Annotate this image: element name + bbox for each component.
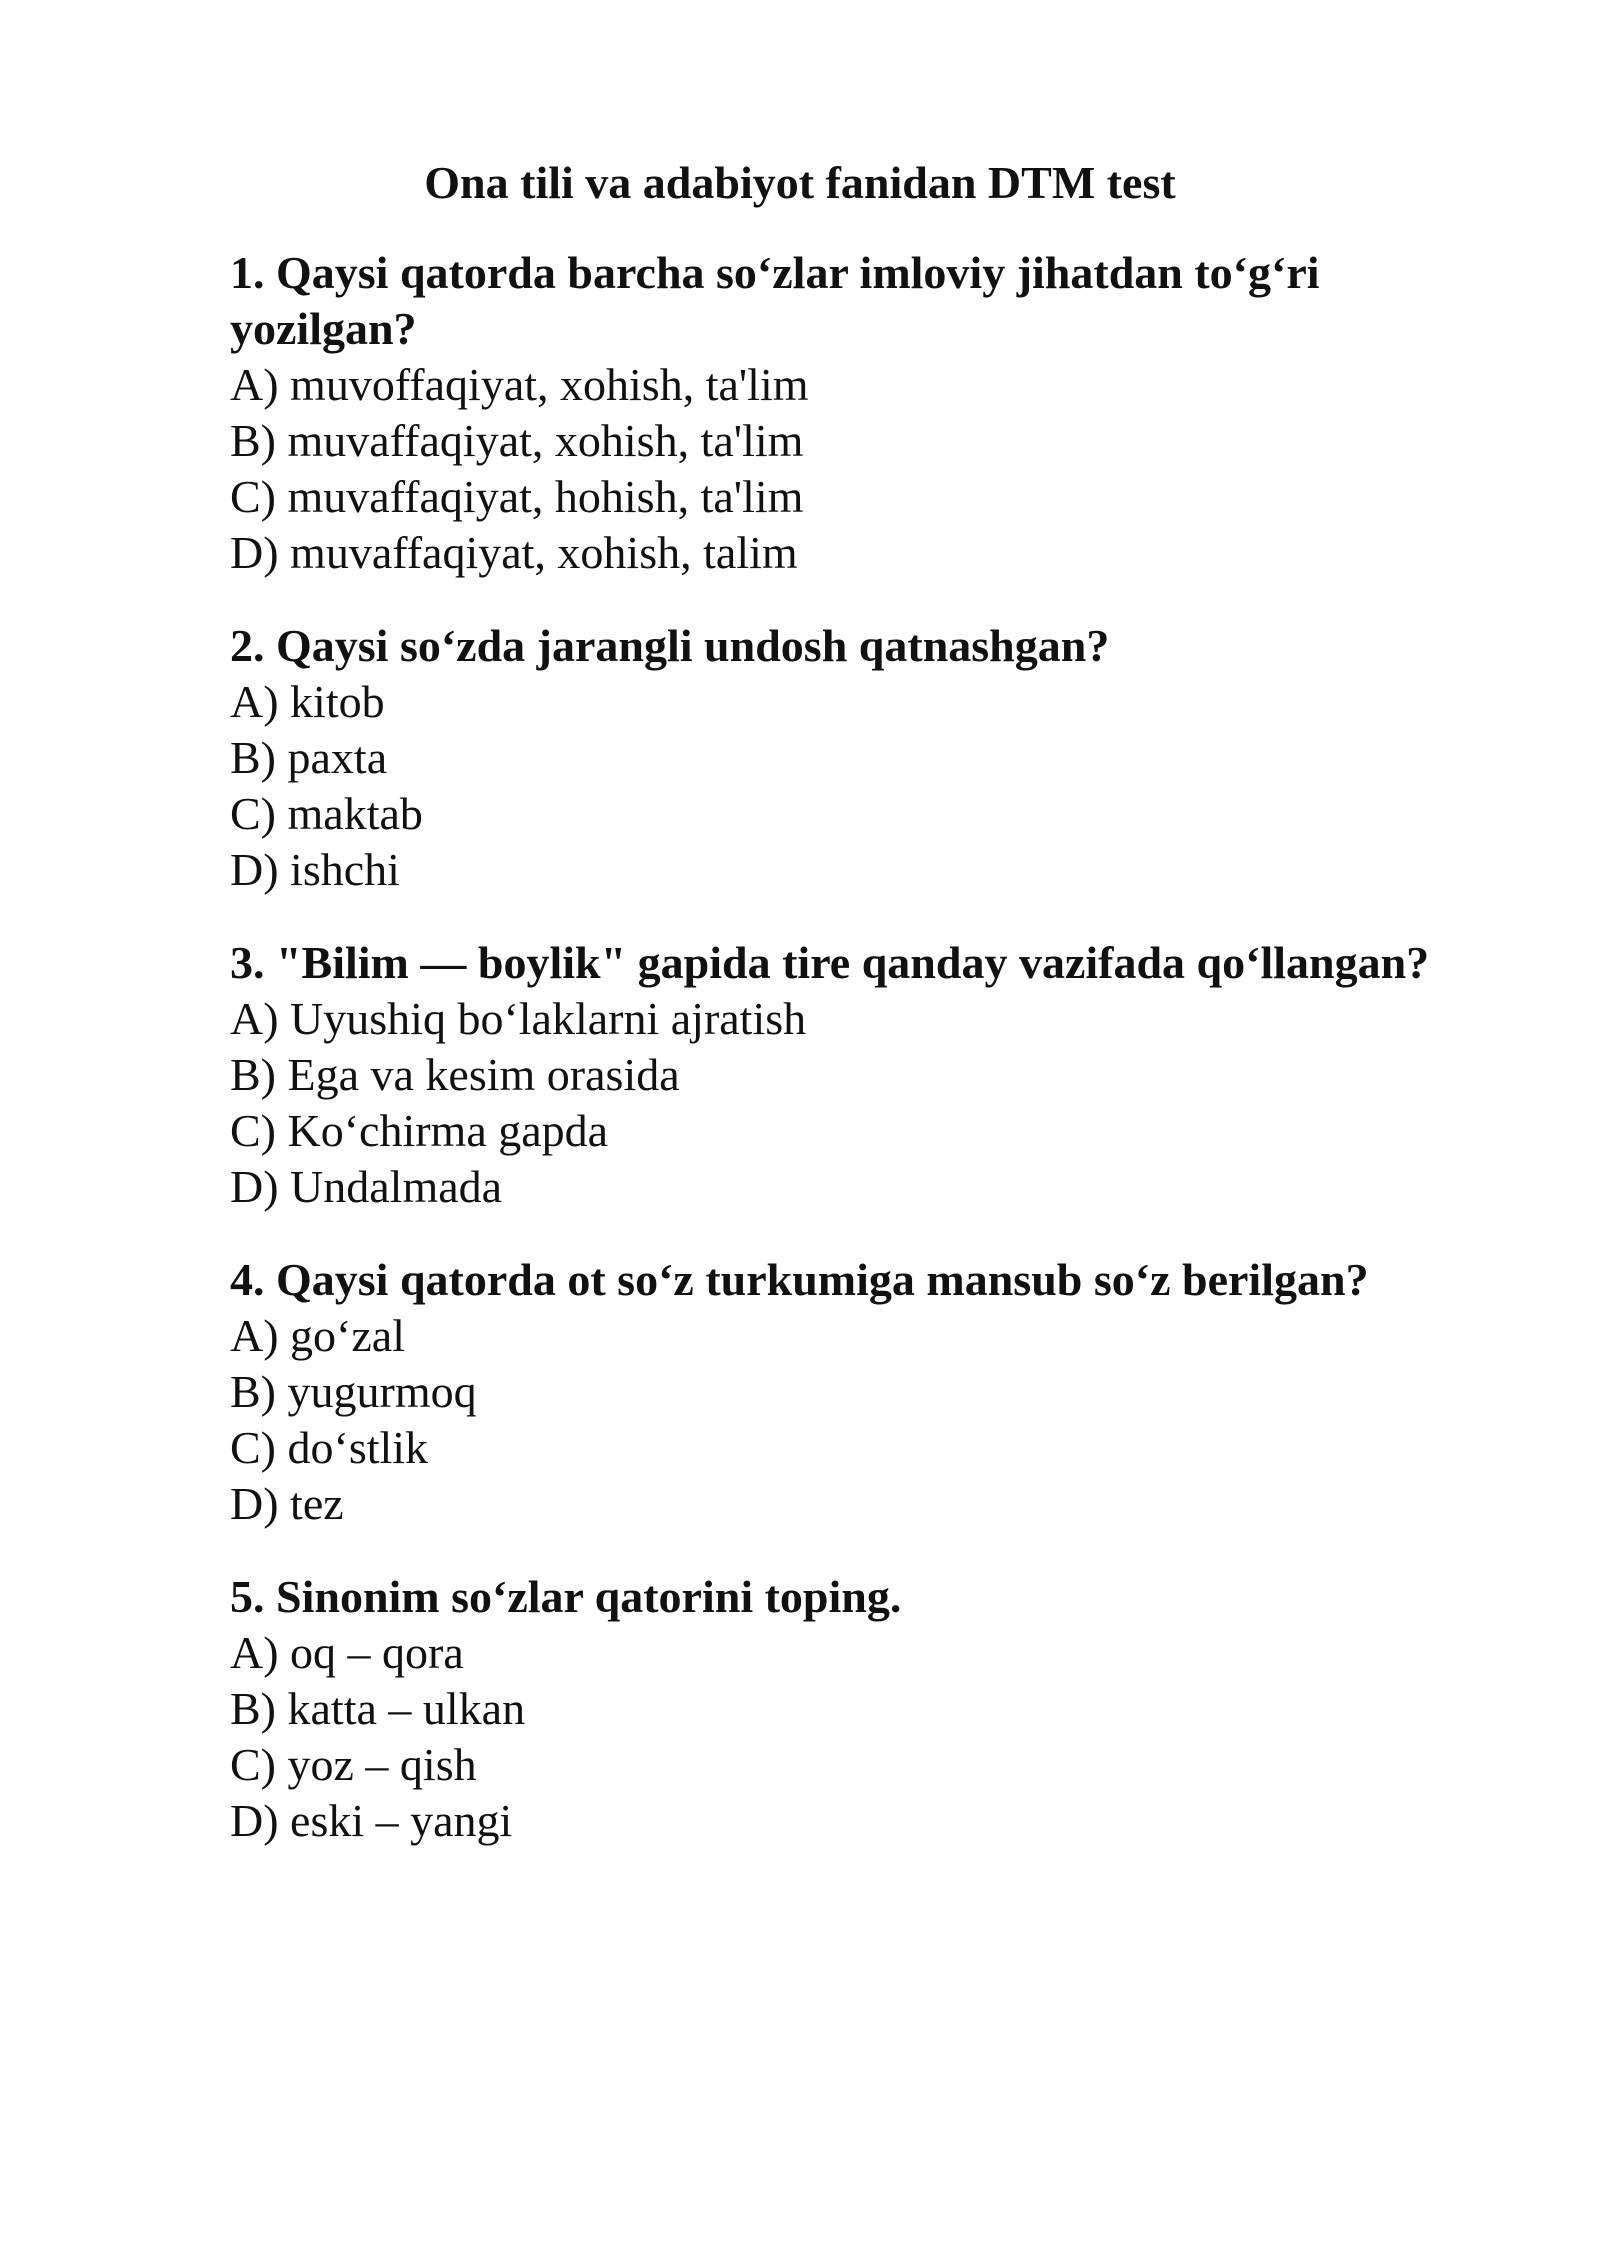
answer-options <box>230 1308 1460 1532</box>
option-b: B) paxta <box>230 732 388 783</box>
option-a: A) Uyushiq bo‘laklarni ajratish <box>230 993 807 1044</box>
option-c: C) muvaffaqiyat, hohish, ta'lim <box>230 471 804 522</box>
option-c: C) do‘stlik <box>230 1422 429 1473</box>
option-c: C) yoz – qish <box>230 1739 477 1790</box>
question-list <box>230 245 1460 1886</box>
option-b: B) muvaffaqiyat, xohish, ta'lim <box>230 415 804 466</box>
question-5 <box>230 1569 1460 1849</box>
answer-options <box>230 674 1460 898</box>
option-b: B) katta – ulkan <box>230 1683 526 1734</box>
question-2 <box>230 618 1460 898</box>
option-d: D) Undalmada <box>230 1161 503 1212</box>
question-text: 1. Qaysi qatorda barcha so‘zlar imloviy jihatdan to‘g‘ri yozilgan? <box>230 247 1320 354</box>
question-text: 2. Qaysi so‘zda jarangli undosh qatnashgan? <box>230 620 1110 671</box>
question-1 <box>230 245 1460 581</box>
option-d: D) muvaffaqiyat, xohish, talim <box>230 527 798 578</box>
answer-options <box>230 357 1460 581</box>
option-a: A) muvoffaqiyat, xohish, ta'lim <box>230 359 809 410</box>
option-b: B) yugurmoq <box>230 1366 477 1417</box>
document-title: Ona tili va adabiyot fanidan DTM test <box>424 157 1176 208</box>
question-4 <box>230 1252 1460 1532</box>
option-a: A) go‘zal <box>230 1310 405 1361</box>
option-d: D) tez <box>230 1478 344 1529</box>
answer-options <box>230 1625 1460 1849</box>
option-a: A) oq – qora <box>230 1627 464 1678</box>
option-d: D) eski – yangi <box>230 1795 513 1846</box>
question-3 <box>230 935 1460 1215</box>
question-text: 4. Qaysi qatorda ot so‘z turkumiga mansub so‘z berilgan? <box>230 1254 1369 1305</box>
option-b: B) Ega va kesim orasida <box>230 1049 680 1100</box>
question-text: 5. Sinonim so‘zlar qatorini toping. <box>230 1571 902 1622</box>
option-c: C) maktab <box>230 788 423 839</box>
question-text: 3. "Bilim — boylik" gapida tire qanday vazifada qo‘llangan? <box>230 937 1430 988</box>
answer-options <box>230 991 1460 1215</box>
option-a: A) kitob <box>230 676 385 727</box>
option-c: C) Ko‘chirma gapda <box>230 1105 609 1156</box>
option-d: D) ishchi <box>230 844 400 895</box>
